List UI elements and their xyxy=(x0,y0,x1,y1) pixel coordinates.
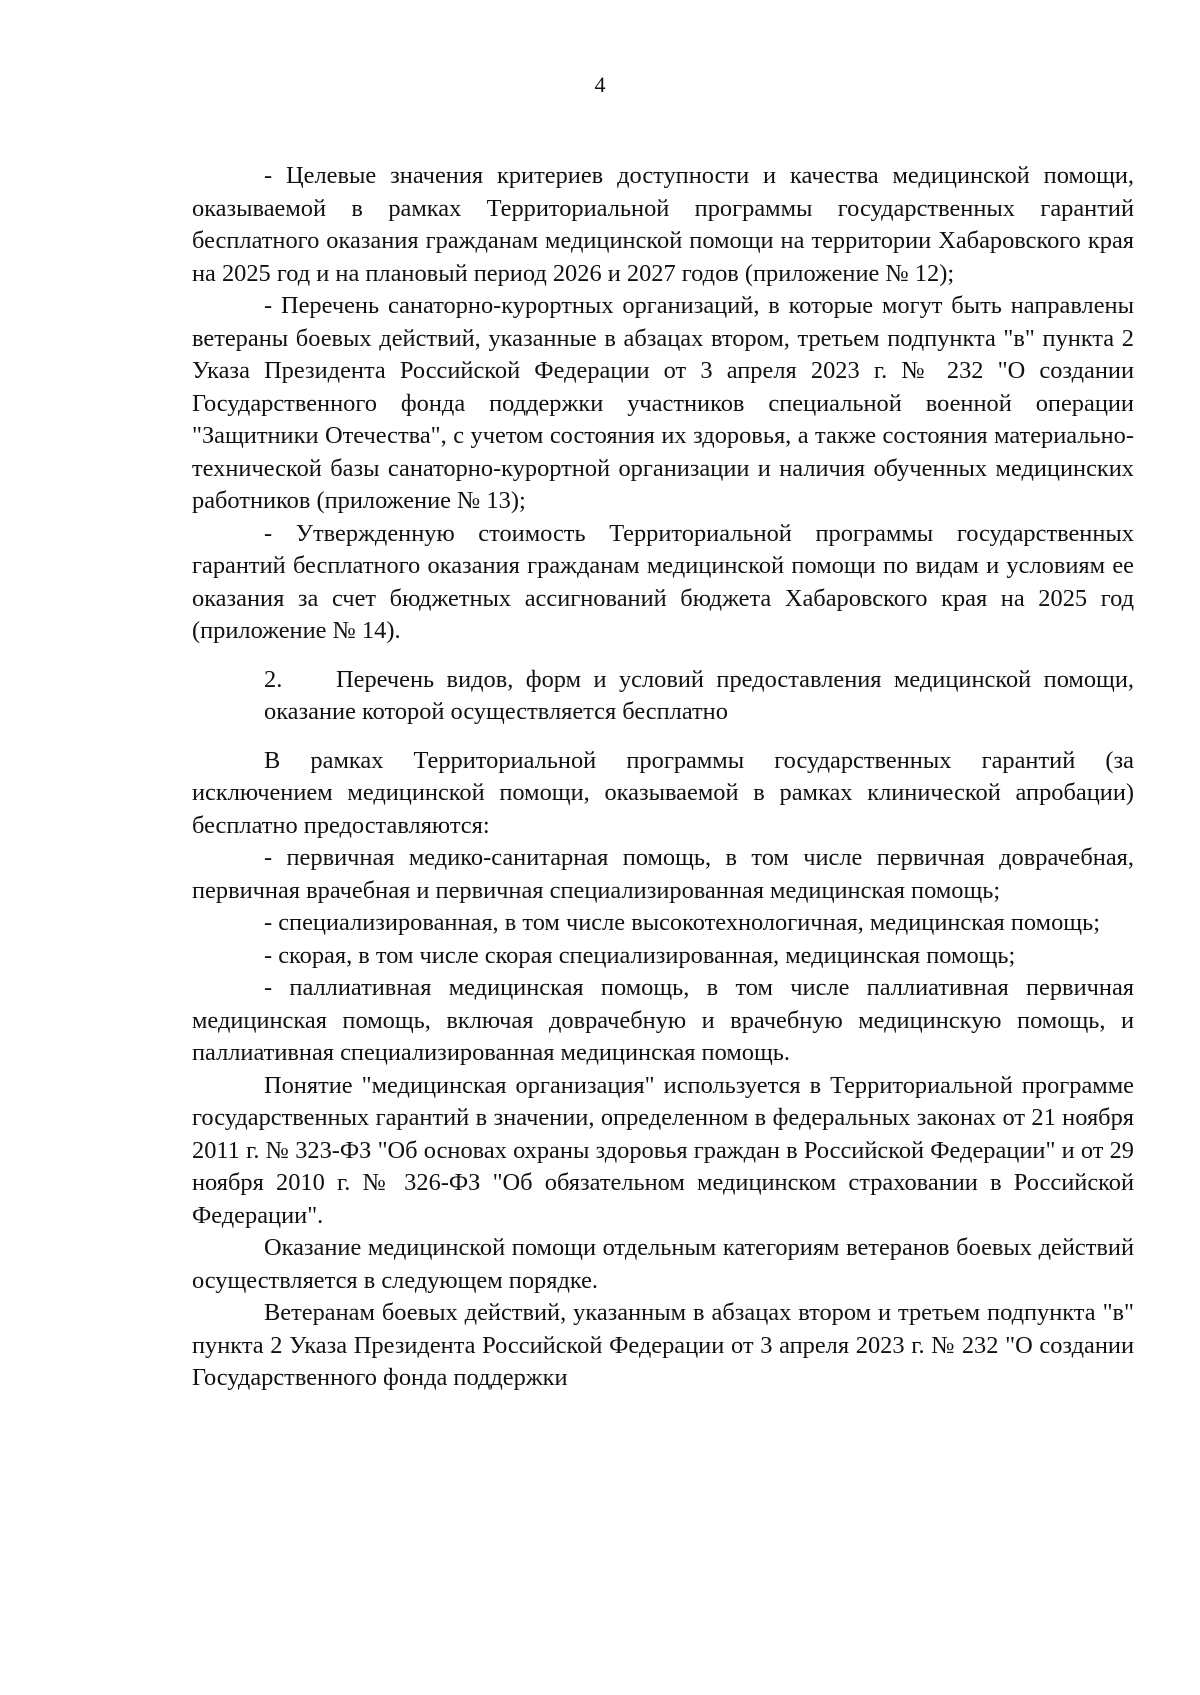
list-item-palliative-care: - паллиативная медицинская помощь, в том числе паллиативная первичная медицинская помощь, включая доврачебную и врачебную медицинскую помощь, и паллиативная специализированная медицинская помощь. xyxy=(192,974,1134,1066)
list-item-emergency-care: - скорая, в том числе скорая специализированная, медицинская помощь; xyxy=(264,941,1016,969)
document-body xyxy=(192,160,1134,1395)
paragraph-medical-organization-definition: Понятие "медицинская организация" используется в Территориальной программе государственных гарантий в значении, определенном в федеральных законах от 21 ноября 2011 г. № 323-ФЗ "Об основах охраны здоровья граждан в Российской Федерации" и от 29 ноября 2010 г. № 326-ФЗ "Об обязательном медицинском страховании в Российской Федерации". xyxy=(192,1071,1134,1229)
section-title: Перечень видов, форм и условий предоставления медицинской помощи, оказание которой осуществляется бесплатно xyxy=(264,665,1134,725)
list-item-specialized-care: - специализированная, в том числе высокотехнологичная, медицинская помощь; xyxy=(264,909,1100,936)
section-number: 2. xyxy=(264,665,283,693)
paragraph-appendix-14: - Утвержденную стоимость Территориальной программы государственных гарантий бесплатного оказания гражданам медицинской помощи по видам и условиям ее оказания за счет бюджетных ассигнований бюджета Хабаровского края на 2025 год (приложение № 14). xyxy=(192,519,1134,644)
section-heading xyxy=(192,664,1134,729)
paragraph-veterans-order: Оказание медицинской помощи отдельным категориям ветеранов боевых действий осуществляется в следующем порядке. xyxy=(192,1234,1134,1294)
paragraph-appendix-12: - Целевые значения критериев доступности и качества медицинской помощи, оказываемой в рамках Территориальной программы государственных гарантий бесплатного оказания гражданам медицинской помощи на территории Хабаровского края на 2025 год и на плановый период 2026 и 2027 годов (приложение № 12); xyxy=(192,162,1134,287)
page-number: 4 xyxy=(594,72,606,97)
paragraph-appendix-13: - Перечень санаторно-курортных организаций, в которые могут быть направлены ветераны боевых действий, указанные в абзацах втором, третьем подпункта "в" пункта 2 Указа Президента Российской Федерации от 3 апреля 2023 г. № 232 "О создании Государственного фонда поддержки участников специальной военной операции "Защитники Отечества", с учетом состояния их здоровья, а также состояния материально-технической базы санаторно-курортной организации и наличия обученных медицинских работников (приложение № 13); xyxy=(192,292,1134,514)
paragraph-veterans-decree: Ветеранам боевых действий, указанным в абзацах втором и третьем подпункта "в" пункта 2 Указа Президента Российской Федерации от 3 апреля 2023 г. № 232 "О создании Государственного фонда поддержки xyxy=(192,1299,1134,1391)
list-item-primary-care: - первичная медико-санитарная помощь, в том числе первичная доврачебная, первичная врачебная и первичная специализированная медицинская помощь; xyxy=(192,844,1134,904)
paragraph-free-care-intro: В рамках Территориальной программы государственных гарантий (за исключением медицинской помощи, оказываемой в рамках клинической апробации) бесплатно предоставляются: xyxy=(192,746,1134,839)
